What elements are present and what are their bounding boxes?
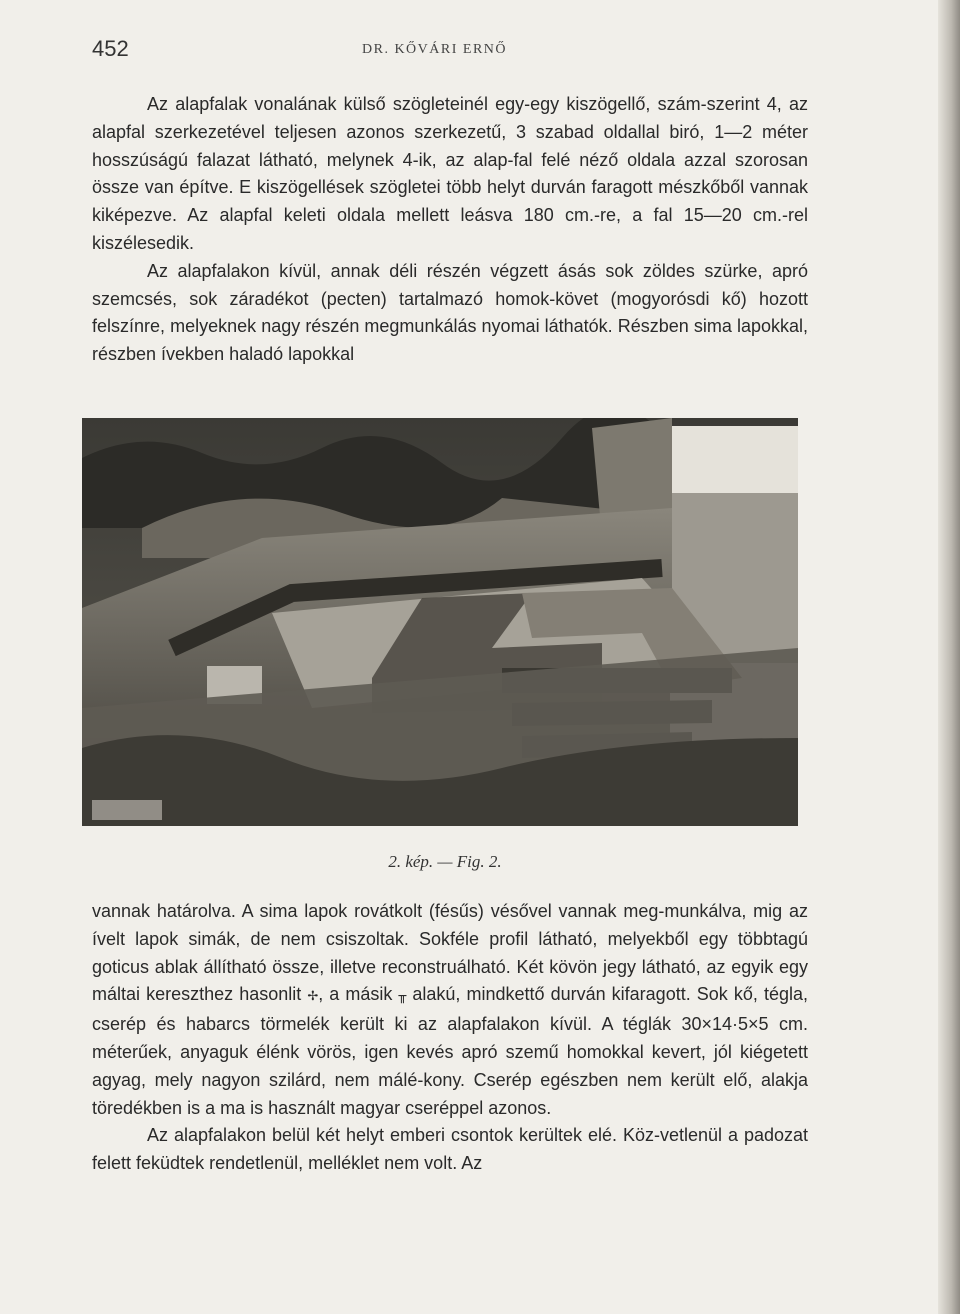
text-run: vannak határolva. A sima lapok rovátkolt (fésűs) vésővel vannak meg-munkálva, mig az ívelt lapok simák, de nem csiszoltak. Sokféle profil látható, melyekből egy többtagú goticus ablak állítható össze, illetve reconstruálható. Két kövön jegy látható, az egyik egy máltai kereszthez hasonlit	[92, 901, 808, 1005]
paragraph: Az alapfalakon kívül, annak déli részén végzett ásás sok zöldes szürke, apró szemcsés, sok záradékot (pecten) tartalmazó homok-követ (mogyorósdi kő) hozott felszínre, melyeknek nagy részén megmunkálás nyomai láthatók. Részben sima lapokkal, részben ívekben haladó lapokkal	[92, 260, 808, 365]
excavation-photo	[82, 418, 798, 826]
text-run: , a másik	[318, 984, 399, 1005]
paragraph	[92, 898, 808, 1122]
page-header	[92, 36, 810, 66]
page-gutter-shadow	[938, 0, 960, 1314]
text-block-bottom	[92, 898, 808, 1178]
figure-caption: 2. kép. — Fig. 2.	[388, 852, 502, 871]
maltese-cross-mark-icon: ✢	[307, 989, 319, 1005]
stonemason-mark-icon: ╥	[398, 989, 407, 1005]
paragraph: Az alapfalak vonalának külső szögleteinél egy-egy kiszögellő, szám-szerint 4, az alapfal szerkezetével teljesen azonos szerkezetű, 3 szabad oldallal biró, 1—2 méter hosszúságú falazat látható, melynek 4-ik, az alap-fal felé néző oldala azzal szorosan össze van építve. E kiszögellések szögletei több helyt durván faragott mészkőből vannak kiképezve. Az alapfal keleti oldala mellett leásva 180 cm.-re, a fal 15—20 cm.-rel kiszélesedik.	[92, 94, 808, 253]
text-block-top	[92, 91, 808, 369]
running-head: DR. KŐVÁRI ERNŐ	[362, 42, 507, 57]
page-number: 452	[92, 36, 129, 61]
text-run: alakú, mindkettő durván kifaragott. Sok kő, tégla, cserép és habarcs törmelék került ki az alapfalakon kívül. A téglák 30×14·5×5 cm. méterűek, anyaguk élénk vörös, igen kevés apró szemű homokkal kevert, jól kiégetett agyag, mely nagyon szilárd, nem málé-kony. Cserép egészben nem került elő, alakja töredékben is a ma is használt magyar cseréppel azonos.	[92, 984, 808, 1118]
paragraph: Az alapfalakon belül két helyt emberi csontok kerültek elé. Köz-vetlenül a padozat felett feküdtek rendetlenül, melléklet nem volt. Az	[92, 1125, 808, 1174]
